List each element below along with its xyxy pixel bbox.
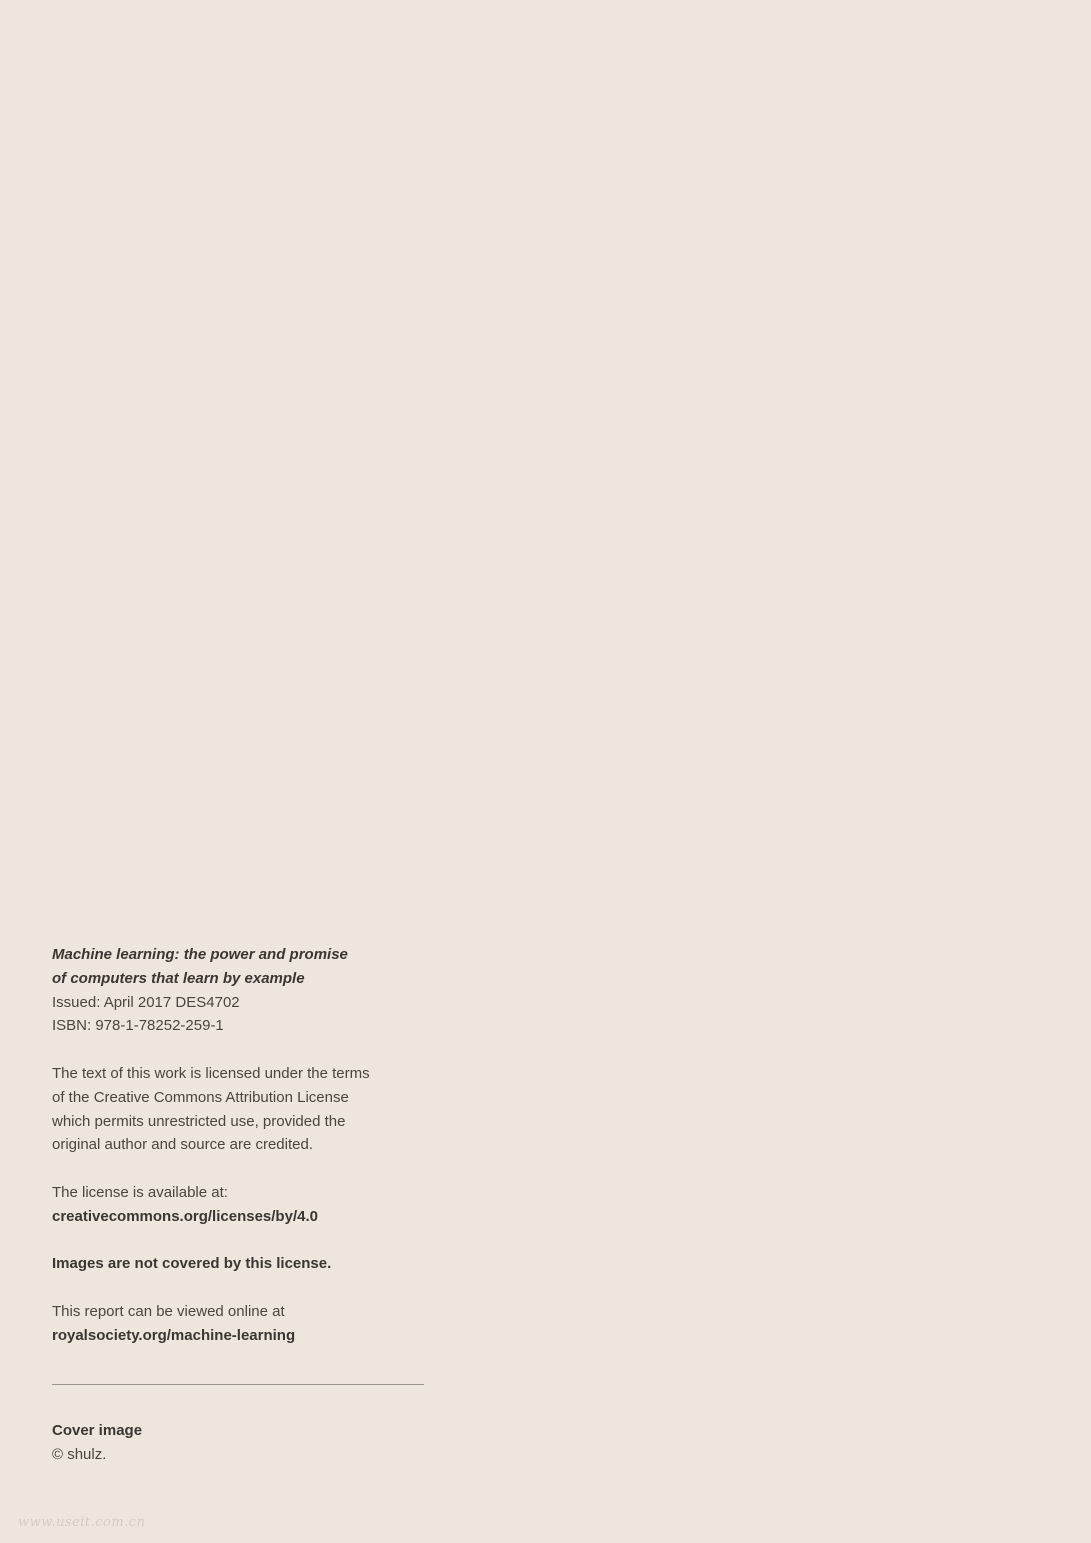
license-line: which permits unrestricted use, provided the — [52, 1112, 346, 1130]
online-url-link[interactable]: royalsociety.org/machine-learning — [52, 1326, 296, 1344]
online-availability — [52, 1300, 424, 1348]
issued-date: Issued: April 2017 DES4702 — [52, 993, 240, 1011]
images-note-block — [52, 1252, 424, 1276]
cover-image-heading: Cover image — [52, 1422, 143, 1439]
isbn: ISBN: 978-1-78252-259-1 — [52, 1017, 224, 1035]
report-title-line-1: Machine learning: the power and promise — [52, 946, 348, 963]
license-available-label: The license is available at: — [52, 1183, 228, 1201]
license-text — [52, 1062, 424, 1157]
license-line: original author and source are credited. — [52, 1136, 313, 1154]
cover-image-credit: © shulz. — [52, 1445, 107, 1463]
publication-details — [52, 943, 424, 1038]
report-title-line-2: of computers that learn by example — [52, 969, 305, 987]
license-url-link[interactable]: creativecommons.org/licenses/by/4.0 — [52, 1207, 318, 1225]
license-line: The text of this work is licensed under the terms — [52, 1064, 370, 1082]
license-line: of the Creative Commons Attribution License — [52, 1088, 349, 1106]
section-divider — [52, 1384, 424, 1385]
license-availability — [52, 1181, 424, 1229]
cover-credit — [52, 1419, 142, 1467]
online-label: This report can be viewed online at — [52, 1302, 285, 1320]
watermark: www.useit.com.cn — [18, 1515, 146, 1530]
images-license-note: Images are not covered by this license. — [52, 1255, 332, 1273]
colophon — [52, 943, 424, 1371]
